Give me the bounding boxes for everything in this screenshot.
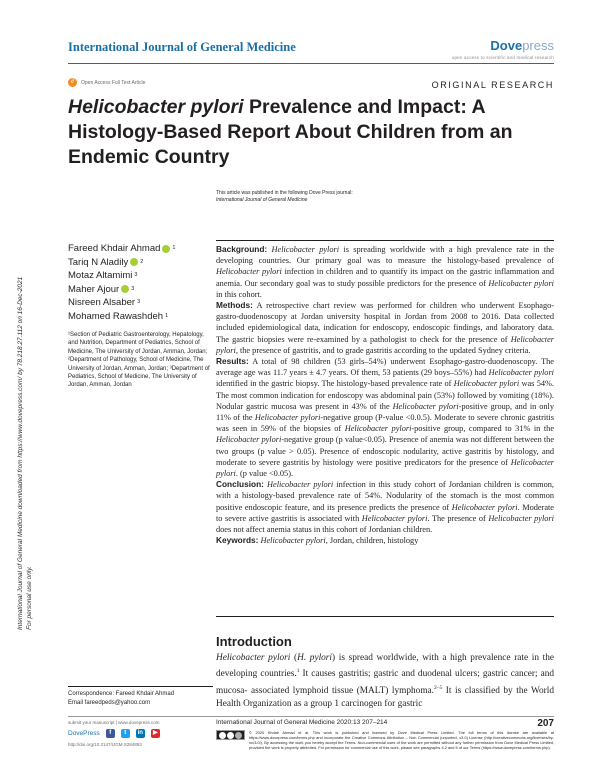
text-run: -positive group, and in only 11% of the bbox=[216, 401, 554, 423]
author-item bbox=[68, 256, 213, 270]
author-item bbox=[68, 310, 213, 324]
journal-citation: International Journal of General Medicine 2020:13 207–214 bbox=[216, 719, 388, 726]
correspondence-rule bbox=[68, 686, 213, 687]
introduction-heading: Introduction bbox=[216, 634, 292, 649]
article-title-rest: Prevalence and Impact: A Histology-Based Report About Children from an Endemic Country bbox=[68, 96, 513, 168]
italic-term: Helicobacter pylori bbox=[216, 435, 282, 445]
doi-link[interactable]: http://doi.org/10.2147/IJGM.S284893 bbox=[68, 742, 142, 747]
correspondence-email[interactable]: Email fareedpeds@yahoo.com bbox=[68, 699, 151, 706]
italic-term: Helicobacter pylori bbox=[254, 413, 321, 423]
abstract-results-text bbox=[216, 357, 554, 478]
author-affiliation-number: 2 bbox=[140, 258, 144, 265]
author-affiliation-number: 3 bbox=[137, 299, 141, 305]
abstract bbox=[216, 244, 554, 546]
abstract-methods bbox=[216, 300, 554, 356]
author-affiliation-number: 3 bbox=[134, 272, 138, 278]
text-run: , the presence of gastritis, and to grade gastritis according to the updated Sydney criteria. bbox=[235, 345, 531, 355]
author-item bbox=[68, 283, 213, 297]
italic-term: Helicobacter pylori bbox=[216, 267, 282, 277]
by-circle-icon bbox=[227, 732, 234, 739]
linkedin-icon[interactable]: in bbox=[137, 730, 143, 736]
abstract-methods-text bbox=[216, 301, 554, 355]
text-run: -positive group, compared to 31% in the bbox=[411, 424, 555, 434]
article-type-label: ORIGINAL RESEARCH bbox=[431, 80, 554, 90]
text-run: -negative group (P-value <0.0.5). Moderate to severe chronic gastritis was seen in 59% of the biopsies of bbox=[216, 413, 554, 434]
introduction-text bbox=[216, 652, 554, 711]
text-run: It is classified by the World Health Organization as a group 1 carcinogen for gastric bbox=[216, 685, 554, 709]
open-access-badge bbox=[68, 78, 145, 87]
text-run: was 54%. The most common indication for endoscopy was abdominal pain (53%) followed by vomiting (18%). Nodular gastric mucosa was present in 43% of the bbox=[216, 379, 554, 411]
abstract-top-rule bbox=[216, 240, 554, 241]
italic-term: Helicobacter pylori bbox=[488, 278, 554, 288]
author-affiliation-number: 1 bbox=[165, 312, 169, 319]
text-run: -negative group (p value<0.05). Presence of anemia was not different between the two groups (p value > 0.05). Presence of endoscopic nodularity, active gastritis by histology, and moderate to severe gastritis by histology were positive predicators for the presence of bbox=[216, 435, 554, 467]
text-run: A total of 98 children (53 girls–54%) underwent Esophago-gastro-duodenoscopy. The average age was 11.7 years ± 4.7 years. Of them, 53 patients (29 boys–55%) had bbox=[216, 357, 554, 378]
italic-term: Helicobacter pylori bbox=[216, 653, 291, 663]
text-run: . The presence of bbox=[427, 513, 489, 523]
text-run: infection in this study cohort of Jordanian children is common, with a histology-based prevalence rate of 54%. Nodularity of the stomach is the most common positive endoscopic feature, and its presence predicts the presence of bbox=[216, 480, 554, 512]
author-item bbox=[68, 242, 213, 256]
italic-term: Helicobacter pylori bbox=[267, 480, 334, 490]
publication-note bbox=[216, 190, 353, 204]
download-watermark bbox=[16, 130, 46, 630]
abstract-conclusion bbox=[216, 479, 554, 535]
download-note-line2: For personal use only. bbox=[26, 566, 33, 630]
publisher-tagline: open access to scientific and medical research bbox=[451, 55, 554, 60]
download-note-line1: International Journal of General Medicine downloaded from https://www.dovepress.com/ by 78.218.27.112 on 16-Dec-2021 bbox=[17, 276, 24, 630]
text-run: It causes gastritis; gastric and duodenal ulcers; gastric cancer; and mucosa- associated lymphoid tissue (MALT) lymphoma. bbox=[216, 669, 554, 696]
publisher-logo-bold: Dove bbox=[490, 38, 523, 53]
abstract-results bbox=[216, 356, 554, 479]
abstract-conclusion-label: Conclusion: bbox=[216, 479, 264, 490]
article-title bbox=[68, 95, 558, 170]
orcid-icon[interactable] bbox=[130, 258, 138, 266]
abstract-results-label: Results: bbox=[216, 356, 249, 367]
license-text: © 2020 Khdair Ahmad et al. This work is published and licensed by Dove Medical Press Limited. The full terms of this license are available at https://www.dovepress.com/terms.php and incorporate the Creative Commons Attribution – Non Commercial (unported, v3.0) License (http://creativecommons.org/licenses/by-nc/3.0/). By accessing the work you hereby accept the Terms. Non-commercial uses of the work are permitted without any further permission from Dove Medical Press Limited, provided the work is properly attributed. For permission for commercial use of this work, please see paragraphs 4.2 and 5 of our Terms (https://www.dovepress.com/terms.php). bbox=[249, 730, 554, 750]
author-affiliation-number: 3 bbox=[131, 285, 135, 292]
page-number: 207 bbox=[537, 718, 554, 729]
submit-manuscript-link[interactable]: submit your manuscript | www.dovepress.com bbox=[68, 720, 160, 725]
citation-superscript[interactable]: 1 bbox=[296, 668, 300, 675]
abstract-conclusion-text bbox=[216, 480, 554, 534]
author-block bbox=[68, 242, 213, 390]
publisher-logo[interactable] bbox=[490, 38, 554, 53]
text-run: identified in the gastric biopsy. The histology-based prevalence rate of bbox=[216, 379, 454, 389]
creative-commons-icon[interactable] bbox=[216, 730, 245, 740]
youtube-icon[interactable]: ▶ bbox=[151, 729, 160, 738]
footer-rule bbox=[68, 716, 554, 717]
author-name: Maher Ajour bbox=[68, 283, 120, 295]
text-run: is spreading worldwide with a high prevalence rate in the developing countries. Our primary goal was to measure the histology-based prevalence of bbox=[216, 245, 554, 266]
abstract-methods-label: Methods: bbox=[216, 300, 253, 311]
italic-term: Helicobacter pylori bbox=[453, 379, 520, 389]
affiliations: ¹Section of Pediatric Gastroenterology, Hepatology, and Nutrition, Department of Pediatrics, School of Medicine, The University of Jordan, Amman, Jordan; ²Department of Pathology, School of Medicine, The University of Jordan, Amman, Jordan; ³Department of Pediatrics, School of Medicine, The University of Jordan, Amman, Jordan bbox=[68, 332, 210, 389]
header-divider bbox=[68, 63, 554, 64]
italic-term: Helicobacter pylori bbox=[271, 245, 340, 254]
journal-name[interactable]: International Journal of General Medicine bbox=[68, 40, 296, 54]
footer-publisher bbox=[68, 729, 160, 738]
orcid-icon[interactable] bbox=[121, 285, 129, 293]
cc-circle-icon bbox=[219, 732, 226, 739]
text-run: . Moderate to severe active gastritis is associated with bbox=[216, 502, 554, 523]
italic-term: Helicobacter pylori bbox=[451, 502, 518, 512]
text-run: . (p value <0.05). bbox=[235, 469, 294, 479]
author-name: Fareed Khdair Ahmad bbox=[68, 243, 161, 254]
author-item bbox=[68, 296, 213, 310]
author-item bbox=[68, 269, 213, 283]
italic-term: Helicobacter pylori bbox=[260, 536, 326, 546]
publisher-logo-light: press bbox=[522, 38, 554, 53]
open-access-icon: ∂ bbox=[68, 78, 77, 87]
article-title-italic: Helicobacter pylori bbox=[68, 96, 244, 118]
text-run: infection in children and to quantify its impact on the gastric inflammation and anemia. Our secondary goal was to study possible predictors for the presence of bbox=[216, 267, 554, 288]
text-run: ( bbox=[290, 653, 298, 663]
open-access-text: Open Access Full Text Article bbox=[81, 79, 146, 86]
correspondence bbox=[68, 690, 174, 707]
italic-term: H. pylori bbox=[297, 653, 333, 663]
abstract-keywords bbox=[216, 535, 554, 546]
text-run: , Jordan, children, histology bbox=[325, 536, 419, 546]
abstract-bottom-rule bbox=[216, 616, 554, 617]
abstract-background bbox=[216, 244, 554, 300]
orcid-icon[interactable] bbox=[162, 245, 170, 253]
text-run: A retrospective chart review was performed for children who underwent Esophago-gastro-duodenoscopy at Jordan university hospital in Jordan from 2008 to 2016. Data collected included epidemiological data, indication for endoscopy, endoscopic findings, and laboratory data. The gastric biopsies were re-examined by a pathologist to check for the presence of bbox=[216, 301, 554, 344]
abstract-keywords-text bbox=[258, 536, 418, 545]
author-affiliation-number: 1 bbox=[172, 245, 176, 251]
correspondence-author: Correspondence: Fareed Khdair Ahmad bbox=[68, 691, 175, 697]
footer-publisher-name[interactable]: DovePress bbox=[68, 730, 100, 737]
text-run: does not affect anemia status in this cohort of Jordanian children. bbox=[216, 525, 433, 535]
publication-note-journal[interactable]: International Journal of General Medicine bbox=[216, 197, 308, 203]
italic-term: Helicobacter pylori bbox=[488, 368, 554, 378]
italic-term: Helicobacter pylori bbox=[216, 334, 554, 355]
author-name: Tariq N Aladily bbox=[68, 256, 129, 268]
abstract-keywords-label: Keywords: bbox=[216, 535, 259, 546]
publication-note-text: This article was published in the following Dove Press journal: bbox=[216, 190, 353, 196]
facebook-icon[interactable]: f bbox=[106, 729, 115, 738]
text-run: in this cohort. bbox=[216, 289, 262, 299]
italic-term: Helicobacter pylori bbox=[392, 401, 459, 411]
italic-term: Helicobacter pylori bbox=[361, 513, 428, 523]
italic-term: Helicobacter pylori bbox=[344, 424, 412, 434]
abstract-background-text bbox=[216, 245, 554, 299]
author-list bbox=[68, 242, 213, 323]
author-name: Motaz Altamimi bbox=[68, 270, 133, 281]
italic-term: Helicobacter pylori bbox=[488, 513, 554, 523]
text-run: ) is spread worldwide, with a high prevalence rate in the developing countries. bbox=[216, 653, 554, 680]
citation-superscript[interactable]: 2–5 bbox=[434, 684, 443, 691]
abstract-background-label: Background: bbox=[216, 244, 268, 254]
twitter-icon[interactable]: t bbox=[121, 729, 130, 738]
italic-term: Helicobacter pylori bbox=[216, 457, 554, 479]
nc-circle-icon bbox=[235, 732, 242, 739]
author-name: Mohamed Rawashdeh bbox=[68, 310, 164, 322]
license-row bbox=[216, 730, 554, 750]
author-name: Nisreen Alsaber bbox=[68, 297, 136, 308]
